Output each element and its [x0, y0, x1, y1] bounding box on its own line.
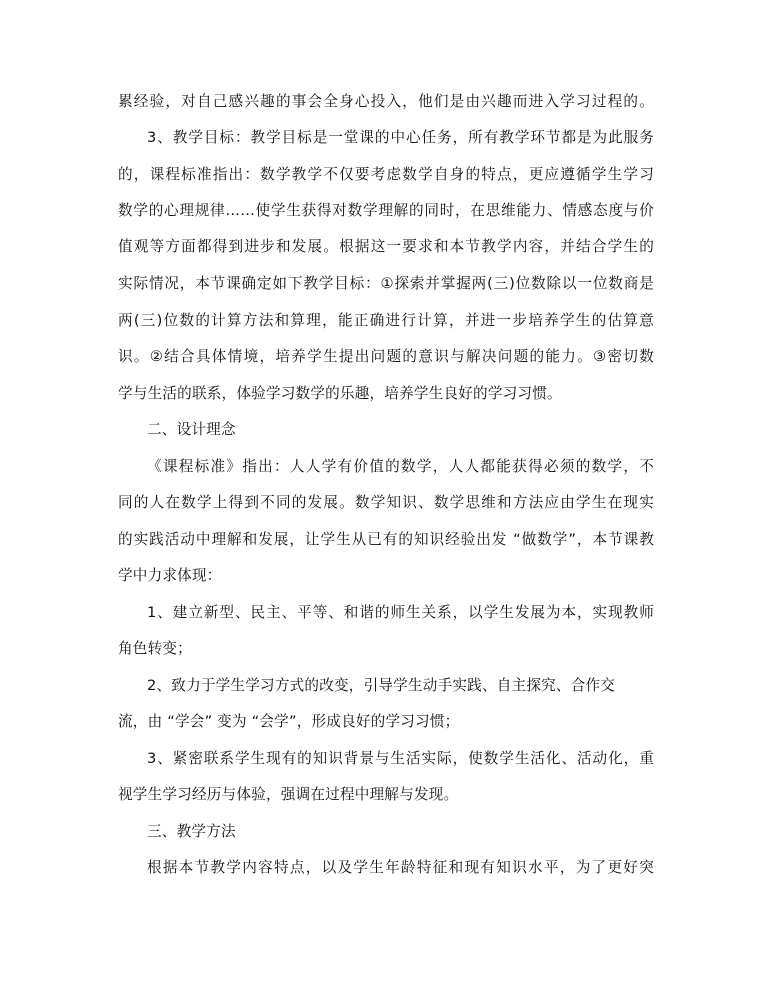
paragraph-line: 同的人在数学上得到不同的发展。数学知识、数学思维和方法应由学生在现实	[118, 494, 654, 511]
paragraph-line: 的，课程标准指出：数学教学不仅要考虑数学自身的特点，更应遵循学生学习	[118, 166, 654, 183]
list-item-line: 2、致力于学生学习方式的改变，引导学生动手实践、自主探究、合作交	[147, 677, 616, 694]
section-heading: 三、教学方法	[147, 823, 236, 840]
paragraph-line: 两(三)位数的计算方法和算理，能正确进行计算，并进一步培养学生的估算意	[118, 312, 654, 329]
paragraph-line: 的实践活动中理解和发展，让学生从已有的知识经验出发 “做数学”，本节课教	[118, 531, 654, 548]
paragraph-line: 学中力求体现：	[118, 567, 222, 584]
paragraph-line: 识。②结合具体情境，培养学生提出问题的意识与解决问题的能力。③密切数	[118, 348, 654, 365]
paragraph-line: 3、教学目标：教学目标是一堂课的中心任务，所有教学环节都是为此服务	[147, 129, 654, 146]
paragraph-line: 《课程标准》指出：人人学有价值的数学，人人都能获得必须的数学，不	[147, 458, 654, 475]
paragraph-line: 累经验，对自己感兴趣的事会全身心投入，他们是由兴趣而进入学习过程的。	[118, 93, 654, 110]
paragraph-line: 学与生活的联系，体验学习数学的乐趣，培养学生良好的学习习惯。	[118, 385, 562, 402]
list-item-line: 角色转变；	[118, 640, 192, 657]
paragraph-line: 根据本节教学内容特点，以及学生年龄特征和现有知识水平，为了更好突	[147, 859, 654, 876]
paragraph-line: 值观等方面都得到进步和发展。根据这一要求和本节教学内容，并结合学生的	[118, 238, 654, 255]
section-heading: 二、设计理念	[147, 421, 236, 438]
list-item-line: 1、建立新型、民主、平等、和谐的师生关系，以学生发展为本，实现教师	[147, 604, 654, 621]
paragraph-line: 实际情况，本节课确定如下教学目标：①探索并掌握两(三)位数除以一位数商是	[118, 275, 654, 292]
list-item-line: 流，由 “学会” 变为 “会学”，形成良好的学习习惯；	[118, 713, 460, 730]
list-item-line: 视学生学习经历与体验，强调在过程中理解与发现。	[118, 786, 459, 803]
list-item-line: 3、紧密联系学生现有的知识背景与生活实际，使数学生活化、活动化，重	[147, 750, 654, 767]
paragraph-line: 数学的心理规律……使学生获得对数学理解的同时，在思维能力、情感态度与价	[118, 202, 654, 219]
